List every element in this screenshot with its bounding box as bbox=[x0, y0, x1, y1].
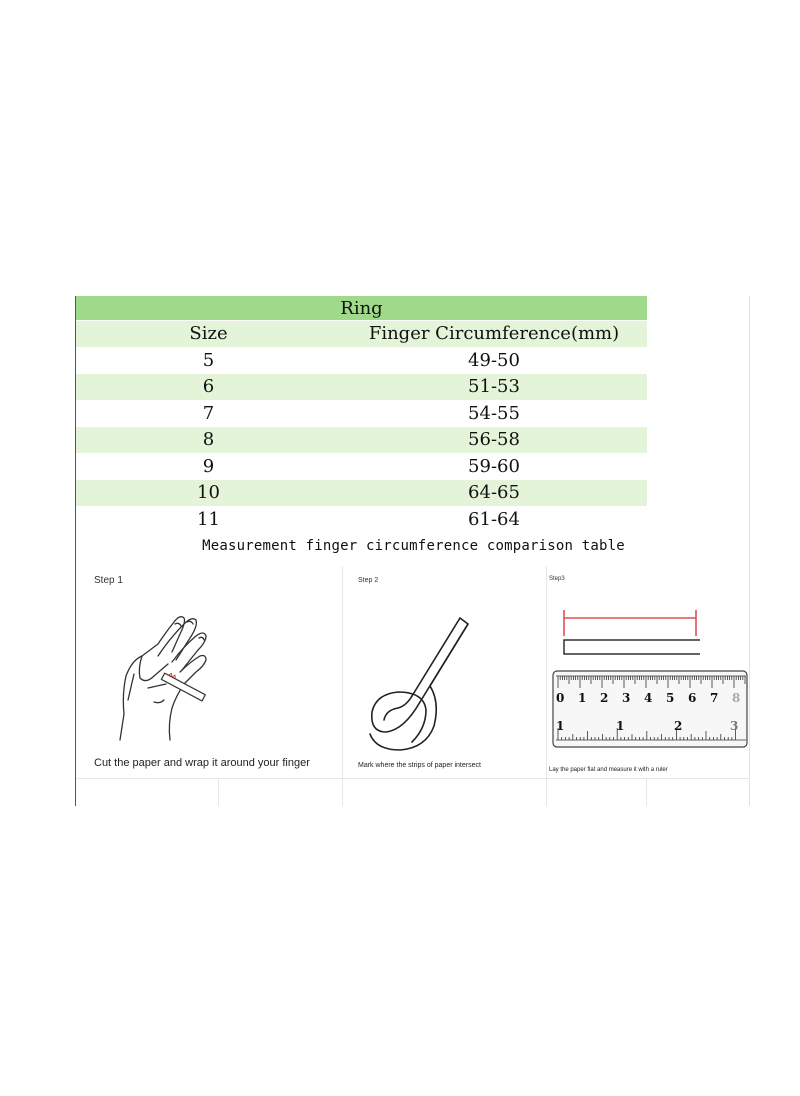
table-row bbox=[76, 506, 647, 533]
table-caption: Measurement finger circumference comparison table bbox=[202, 538, 625, 554]
grid-line bbox=[646, 778, 647, 806]
step-2-label: Step 2 bbox=[358, 577, 379, 584]
table-row bbox=[76, 480, 647, 507]
range-cell: 56-58 bbox=[341, 427, 647, 454]
ruler-cm-label: 5 bbox=[666, 691, 675, 705]
size-cell: 9 bbox=[76, 453, 341, 480]
size-cell: 11 bbox=[76, 506, 341, 533]
step-2-description: Mark where the strips of paper intersect bbox=[358, 762, 481, 769]
range-cell: 49-50 bbox=[341, 347, 647, 374]
header-circumference: Finger Circumference(mm) bbox=[341, 321, 647, 348]
range-cell: 64-65 bbox=[341, 480, 647, 507]
ruler-cm-label: 6 bbox=[688, 691, 697, 705]
hand-wrap-icon bbox=[114, 604, 234, 744]
grid-line bbox=[218, 778, 219, 806]
measured-strip-icon bbox=[560, 608, 700, 666]
step-1-description: Cut the paper and wrap it around your finger bbox=[94, 757, 310, 769]
ruler-cm-label: 4 bbox=[644, 691, 653, 705]
ruler-inch-label: 3 bbox=[730, 719, 739, 733]
ruler-cm-label: 3 bbox=[622, 691, 631, 705]
step-3-panel bbox=[546, 566, 750, 778]
size-cell: 8 bbox=[76, 427, 341, 454]
table-title bbox=[76, 296, 647, 321]
step-1-label: Step 1 bbox=[94, 575, 123, 586]
ruler-cm-label: 7 bbox=[710, 691, 719, 705]
ruler-inch-label: 1 bbox=[616, 719, 625, 733]
size-cell: 5 bbox=[76, 347, 341, 374]
table-header-row bbox=[76, 321, 647, 348]
step-3-description: Lay the paper flat and measure it with a ruler bbox=[549, 767, 668, 773]
range-cell: 59-60 bbox=[341, 453, 647, 480]
step-2-panel bbox=[342, 566, 546, 778]
range-cell: 51-53 bbox=[341, 374, 647, 401]
paper-strip-loop-icon bbox=[364, 610, 476, 760]
size-cell: 6 bbox=[76, 374, 341, 401]
ruler-inch-label: 1 bbox=[556, 719, 565, 733]
range-cell: 54-55 bbox=[341, 400, 647, 427]
table-row bbox=[76, 427, 647, 454]
range-cell: 61-64 bbox=[341, 506, 647, 533]
step-1-panel bbox=[76, 566, 342, 778]
size-cell: 7 bbox=[76, 400, 341, 427]
ruler-cm-label: 8 bbox=[732, 691, 741, 705]
size-cell: 10 bbox=[76, 480, 341, 507]
ruler-cm-label: 2 bbox=[600, 691, 609, 705]
step-3-label: Step3 bbox=[549, 576, 565, 582]
grid-line bbox=[76, 778, 750, 779]
ruler-inch-label: 2 bbox=[674, 719, 683, 733]
ruler-cm-label: 0 bbox=[556, 691, 565, 705]
measurement-steps bbox=[76, 566, 750, 806]
ruler-measure-icon bbox=[552, 670, 748, 748]
ruler-cm-label: 1 bbox=[578, 691, 587, 705]
table-row bbox=[76, 400, 647, 427]
table-row bbox=[76, 453, 647, 480]
table-row bbox=[76, 374, 647, 401]
table-row bbox=[76, 347, 647, 374]
ring-size-table bbox=[76, 296, 647, 533]
header-size: Size bbox=[76, 321, 341, 348]
table-title-text: Ring bbox=[340, 297, 383, 319]
table-title-row bbox=[76, 296, 647, 321]
